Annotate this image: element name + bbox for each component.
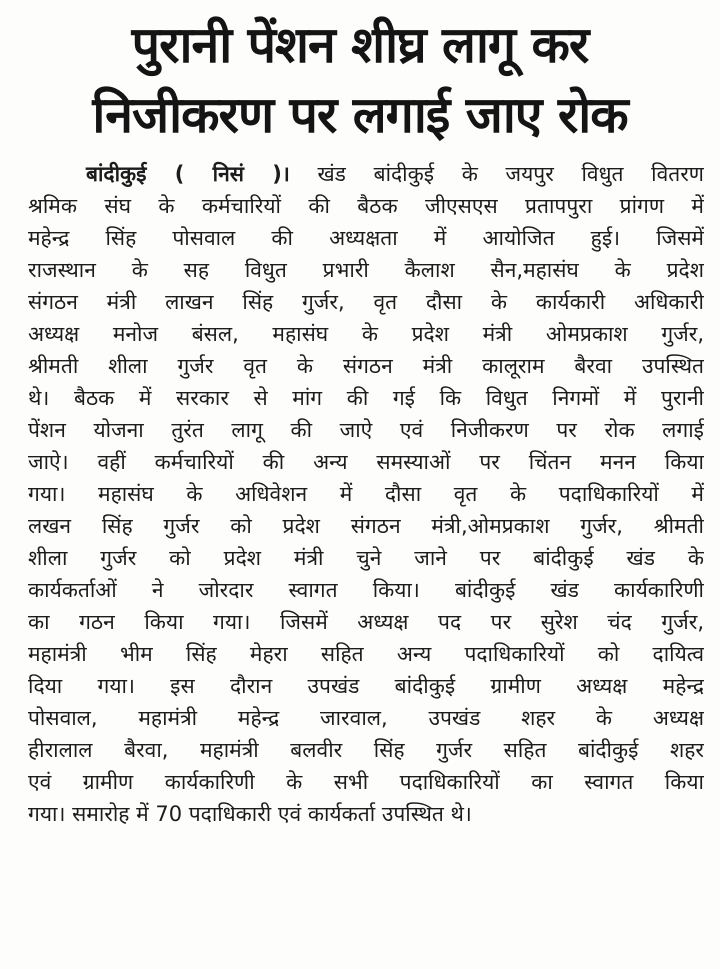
headline xyxy=(0,10,720,150)
article-line: थे। बैठक में सरकार से मांग की गई कि विधुत निगमों में पुरानी xyxy=(28,386,704,410)
article-line: महामंत्री भीम सिंह मेहरा सहित अन्य पदाधिकारियों को दायित्व xyxy=(28,642,704,666)
article-line: गया। समारोह में 70 पदाधिकारी एवं कार्यकर्ता उपस्थित थे। xyxy=(28,802,472,826)
article-line: अध्यक्ष मनोज बंसल, महासंघ के प्रदेश मंत्री ओमप्रकाश गुर्जर, xyxy=(28,322,704,346)
article-line: शीला गुर्जर को प्रदेश मंत्री चुने जाने पर बांदीकुई खंड के xyxy=(28,546,704,570)
article-line: पोसवाल, महामंत्री महेन्द्र जारवाल, उपखंड शहर के अध्यक्ष xyxy=(28,706,704,730)
article-line: दिया गया। इस दौरान उपखंड बांदीकुई ग्रामीण अध्यक्ष महेन्द्र xyxy=(28,674,704,698)
article-line: एवं ग्रामीण कार्यकारिणी के सभी पदाधिकारियों का स्वागत किया xyxy=(28,770,704,794)
article-line: पेंशन योजना तुरंत लागू की जाऐ एवं निजीकरण पर रोक लगाई xyxy=(28,418,704,442)
article-line: लखन सिंह गुर्जर को प्रदेश संगठन मंत्री,ओमप्रकाश गुर्जर, श्रीमती xyxy=(28,514,704,538)
dateline: बांदीकुई ( निसं )। xyxy=(86,162,290,186)
article-line-text: खंड बांदीकुई के जयपुर विधुत वितरण xyxy=(289,162,704,186)
article-line: कार्यकर्ताओं ने जोरदार स्वागत किया। बांदीकुई खंड कार्यकारिणी xyxy=(28,578,704,602)
article-line: श्रमिक संघ के कर्मचारियों की बैठक जीएसएस प्रतापपुरा प्रांगण में xyxy=(28,194,704,218)
headline-line-2: निजीकरण पर लगाई जाए रोक xyxy=(92,86,628,144)
article-line xyxy=(28,158,704,190)
article-line: श्रीमती शीला गुर्जर वृत के संगठन मंत्री कालूराम बैरवा उपस्थित xyxy=(28,354,704,378)
article-line: जाऐ। वहीं कर्मचारियों की अन्य समस्याओं पर चिंतन मनन किया xyxy=(28,450,704,474)
article-body xyxy=(28,158,704,830)
article-line: महेन्द्र सिंह पोसवाल की अध्यक्षता में आयोजित हुई। जिसमें xyxy=(28,226,704,250)
article-line: हीरालाल बैरवा, महामंत्री बलवीर सिंह गुर्जर सहित बांदीकुई शहर xyxy=(28,738,704,762)
article-line: गया। महासंघ के अधिवेशन में दौसा वृत के पदाधिकारियों में xyxy=(28,482,704,506)
headline-line-1: पुरानी पेंशन शीघ्र लागू कर xyxy=(131,16,589,74)
article-line: संगठन मंत्री लाखन सिंह गुर्जर, वृत दौसा के कार्यकारी अधिकारी xyxy=(28,290,704,314)
article-line: राजस्थान के सह विधुत प्रभारी कैलाश सैन,महासंघ के प्रदेश xyxy=(28,258,704,282)
article-line: का गठन किया गया। जिसमें अध्यक्ष पद पर सुरेश चंद गुर्जर, xyxy=(28,610,704,634)
